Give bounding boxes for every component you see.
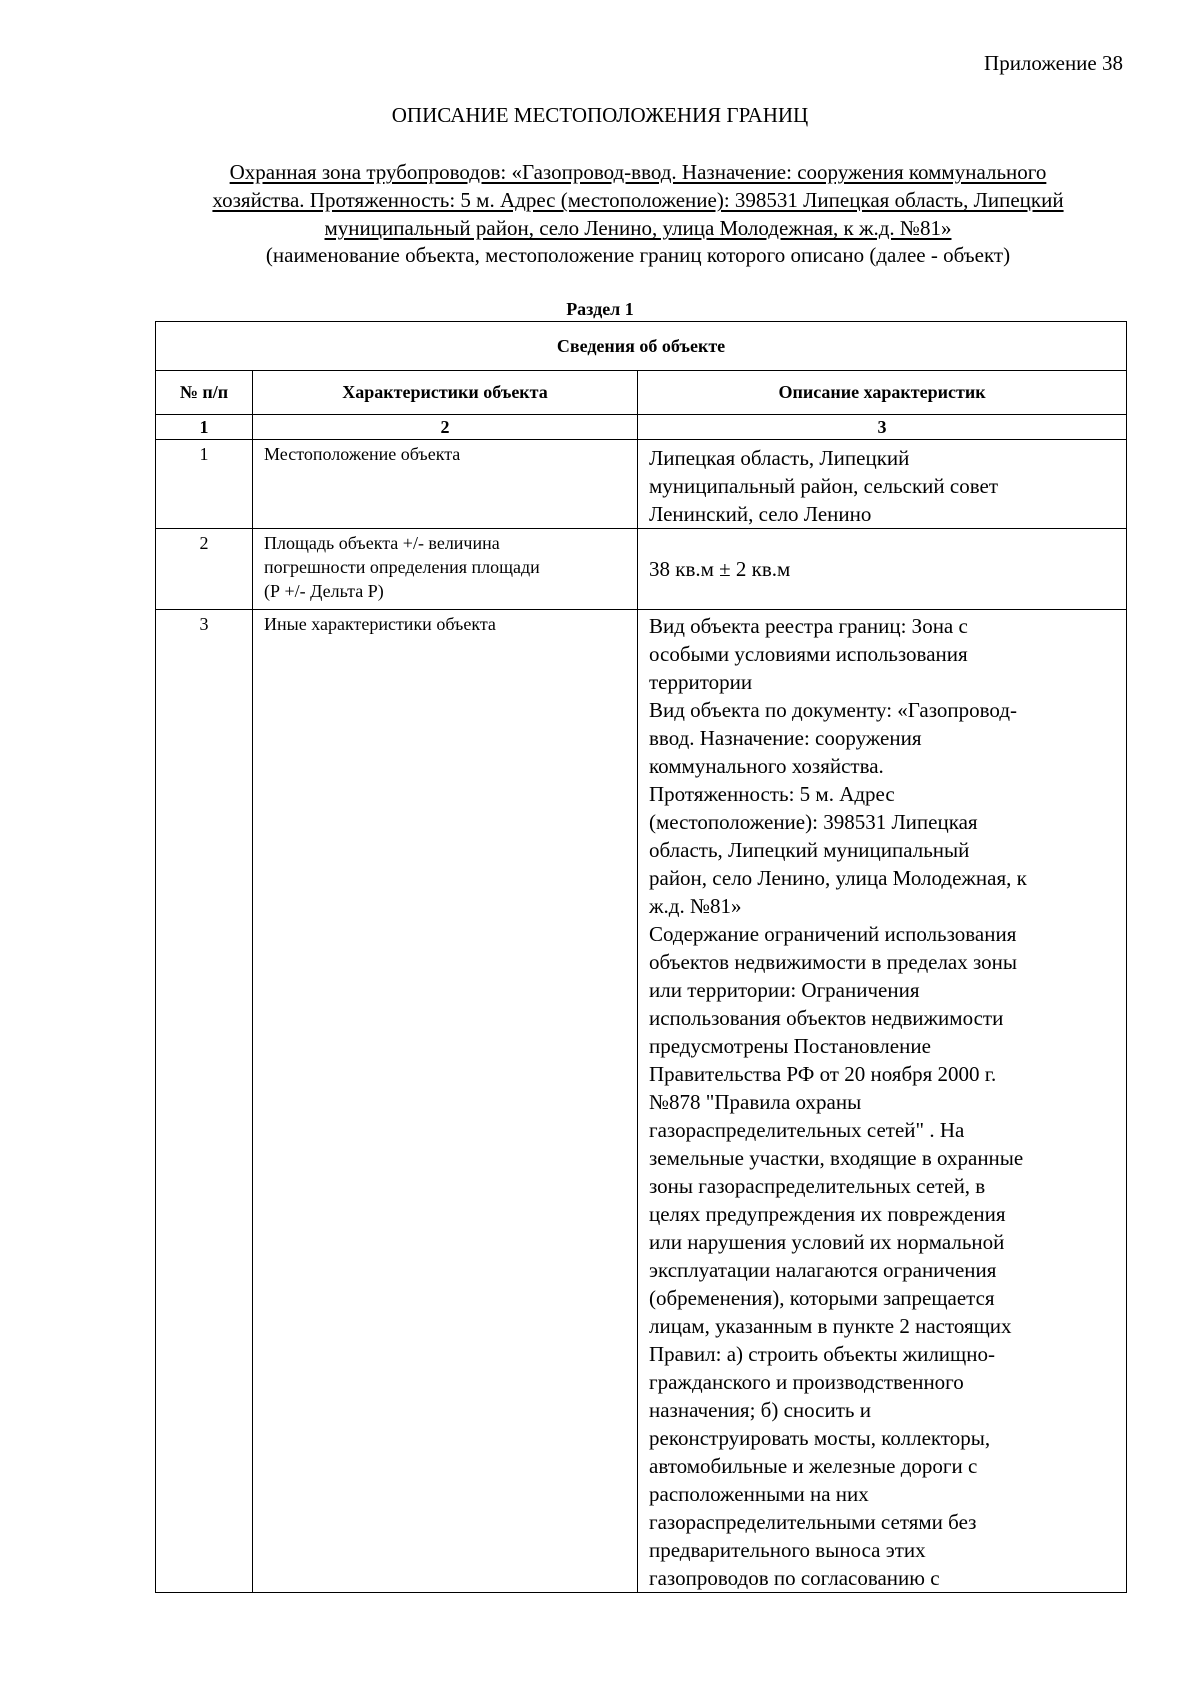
text-line: Площадь объекта +/- величина <box>264 533 500 553</box>
row-number: 2 <box>156 529 253 610</box>
text-line: Содержание ограничений использования <box>649 922 1017 946</box>
text-line: погрешности определения площади <box>264 557 540 577</box>
text-line: назначения; б) сносить и <box>649 1398 871 1422</box>
text-line: ж.д. №81» <box>649 894 742 918</box>
table-row <box>156 529 1127 610</box>
object-name-line: Охранная зона трубопроводов: «Газопровод-ввод. Назначение: сооружения коммунального <box>229 160 1047 184</box>
text-line: (местоположение): 398531 Липецкая <box>649 810 978 834</box>
object-info-table <box>155 321 1127 1593</box>
row-characteristic <box>253 529 638 610</box>
table-row <box>156 610 1127 1593</box>
row-number: 3 <box>156 610 253 1593</box>
text-line: территории <box>649 670 753 694</box>
text-line: Вид объекта реестра границ: Зона с <box>649 614 968 638</box>
appendix-label: Приложение 38 <box>984 51 1123 75</box>
text-line: реконструировать мосты, коллекторы, <box>649 1426 991 1450</box>
text-line: особыми условиями использования <box>649 642 968 666</box>
text-line: использования объектов недвижимости <box>649 1006 1004 1030</box>
text-line: (обременения), которыми запрещается <box>649 1286 995 1310</box>
object-name-line: муниципальный район, село Ленино, улица Молодежная, к ж.д. №81» <box>324 216 952 240</box>
text-line: земельные участки, входящие в охранные <box>649 1146 1024 1170</box>
text-line: Иные характеристики объекта <box>264 614 496 634</box>
row-description <box>638 440 1127 529</box>
object-name-line: хозяйства. Протяженность: 5 м. Адрес (местоположение): 398531 Липецкая область, Липецкий <box>212 188 1064 212</box>
text-line: лицам, указанным в пункте 2 настоящих <box>649 1314 1012 1338</box>
text-line: или территории: Ограничения <box>649 978 920 1002</box>
text-line: Ленинский, село Ленино <box>649 502 872 526</box>
text-line: эксплуатации налагаются ограничения <box>649 1258 997 1282</box>
column-number: 2 <box>253 415 638 440</box>
table-caption: Сведения об объекте <box>156 322 1127 371</box>
text-line: предусмотрены Постановление <box>649 1034 931 1058</box>
row-description <box>638 529 1127 610</box>
row-characteristic <box>253 610 638 1593</box>
text-line: газопроводов по согласованию с <box>649 1566 940 1590</box>
text-line: или нарушения условий их нормальной <box>649 1230 1005 1254</box>
text-line: №878 "Правила охраны <box>649 1090 862 1114</box>
text-line: Местоположение объекта <box>264 444 461 464</box>
text-line: Протяженность: 5 м. Адрес <box>649 782 895 806</box>
text-line: Правил: а) строить объекты жилищно- <box>649 1342 995 1366</box>
text-line: гражданского и производственного <box>649 1370 964 1394</box>
column-header-characteristic: Характеристики объекта <box>253 371 638 415</box>
row-description <box>638 610 1127 1593</box>
column-number: 1 <box>156 415 253 440</box>
object-name <box>140 158 1136 242</box>
text-line: автомобильные и железные дороги с <box>649 1454 978 1478</box>
section-title: Раздел 1 <box>566 299 634 319</box>
text-line: газораспределительных сетей" . На <box>649 1118 965 1142</box>
table-row <box>156 440 1127 529</box>
object-caption: (наименование объекта, местоположение границ которого описано (далее - объект) <box>265 243 1011 267</box>
row-characteristic <box>253 440 638 529</box>
text-line: газораспределительными сетями без <box>649 1510 977 1534</box>
column-header-number: № п/п <box>156 371 253 415</box>
row-number: 1 <box>156 440 253 529</box>
text-line: расположенными на них <box>649 1482 869 1506</box>
document-title: ОПИСАНИЕ МЕСТОПОЛОЖЕНИЯ ГРАНИЦ <box>391 103 809 127</box>
column-header-description: Описание характеристик <box>638 371 1127 415</box>
text-line: зоны газораспределительных сетей, в <box>649 1174 986 1198</box>
text-line: ввод. Назначение: сооружения <box>649 726 922 750</box>
text-line: 38 кв.м ± 2 кв.м <box>649 557 791 581</box>
text-line: Липецкая область, Липецкий <box>649 446 910 470</box>
text-line: целях предупреждения их повреждения <box>649 1202 1006 1226</box>
text-line: объектов недвижимости в пределах зоны <box>649 950 1018 974</box>
text-line: коммунального хозяйства. <box>649 754 884 778</box>
text-line: Вид объекта по документу: «Газопровод- <box>649 698 1018 722</box>
text-line: область, Липецкий муниципальный <box>649 838 970 862</box>
column-number: 3 <box>638 415 1127 440</box>
text-line: предварительного выноса этих <box>649 1538 926 1562</box>
text-line: муниципальный район, сельский совет <box>649 474 998 498</box>
text-line: Правительства РФ от 20 ноября 2000 г. <box>649 1062 997 1086</box>
text-line: (Р +/- Дельта Р) <box>264 581 384 601</box>
text-line: район, село Ленино, улица Молодежная, к <box>649 866 1027 890</box>
